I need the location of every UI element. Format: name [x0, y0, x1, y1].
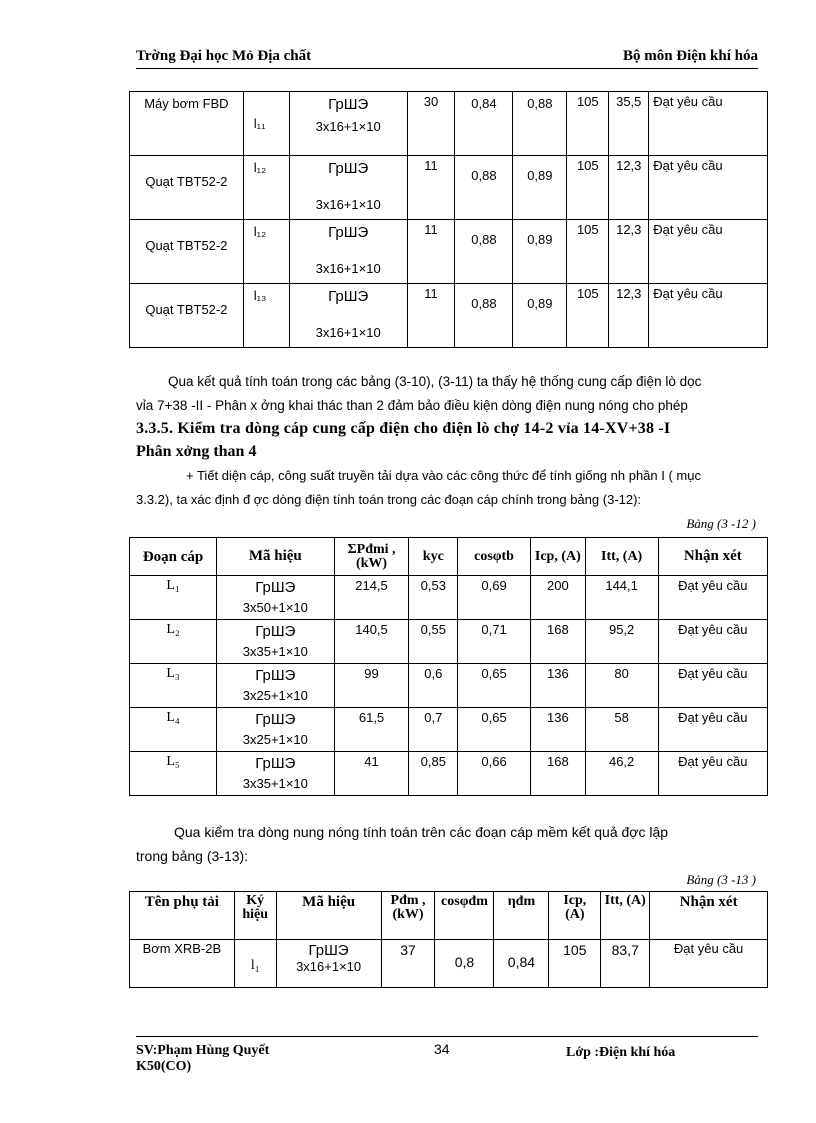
cable-type: ГрШЭ [328, 160, 369, 177]
cable-type: ГрШЭ [255, 667, 296, 684]
footer-class: K50(CO) [136, 1059, 192, 1074]
cell-itt: 95,2 [585, 620, 658, 664]
cell-code [217, 576, 334, 620]
col-header-segment: Đoạn cáp [130, 538, 217, 576]
col-header-icp: Icp, (A) [549, 892, 601, 940]
cell-icp: 105 [549, 940, 601, 988]
cell-symbol: l₁₂ [243, 156, 289, 220]
cell-kyc: 0,55 [409, 620, 458, 664]
cell-segment: L₁ [130, 576, 217, 620]
cell-load-factor: 0,88 [455, 220, 513, 284]
col-header-eta: ηđm [494, 892, 549, 940]
cable-type: ГрШЭ [255, 579, 296, 596]
table-row [130, 708, 768, 752]
col-header-code: Mã hiệu [217, 538, 334, 576]
cell-power: 140,5 [334, 620, 409, 664]
cell-code [217, 708, 334, 752]
footer-student: SV:Phạm Hùng Quyết [136, 1043, 270, 1058]
cable-section: 3x16+1×10 [315, 325, 381, 340]
cell-power: 41 [334, 752, 409, 796]
table-row [130, 664, 768, 708]
cell-symbol: l₁₃ [243, 284, 289, 348]
para3-line1: Qua kiểm tra dòng nung nóng tính toán trên các đoạn cáp mềm kết quả đợc lập [174, 824, 669, 840]
cable-section: 3x16+1×10 [315, 197, 381, 212]
col-header-note: Nhận xét [658, 538, 767, 576]
cell-cos: 0,88 [513, 92, 567, 156]
cell-power: 11 [407, 220, 455, 284]
cell-note: Đạt yêu cầu [649, 284, 768, 348]
cell-note: Đạt yêu cầu [658, 708, 767, 752]
cell-icp: 200 [531, 576, 586, 620]
table-row [130, 92, 768, 156]
para3-line2: trong bảng (3-13): [136, 848, 249, 864]
footer-class-name: Lớp :Điện khí hóa [566, 1045, 676, 1060]
cell-icp: 105 [567, 156, 609, 220]
col-header-cosdm: cosφđm [435, 892, 494, 940]
col-header-itt: Itt, (A) [585, 538, 658, 576]
header-rule [136, 68, 758, 69]
col-header-kyc: kyc [409, 538, 458, 576]
cell-power: 11 [407, 156, 455, 220]
cell-kyc: 0,7 [409, 708, 458, 752]
col-header-code: Mã hiệu [276, 892, 381, 940]
cell-cos: 0,65 [458, 708, 531, 752]
cell-load-factor: 0,88 [455, 156, 513, 220]
table-row [130, 220, 768, 284]
col-header-cos: cosφtb [458, 538, 531, 576]
col-header-power: ΣPđmi ,(kW) [334, 538, 409, 576]
cell-code [217, 752, 334, 796]
cell-cos: 0,66 [458, 752, 531, 796]
cable-type: ГрШЭ [328, 288, 369, 305]
cell-note: Đạt yêu cầu [658, 664, 767, 708]
cable-section: 3x16+1×10 [315, 119, 381, 134]
cable-section: 3x16+1×10 [296, 959, 362, 974]
cell-note: Đạt yêu cầu [658, 576, 767, 620]
cell-itt: 12,3 [609, 156, 649, 220]
cable-section: 3x25+1×10 [242, 732, 308, 747]
cable-type: ГрШЭ [328, 224, 369, 241]
cell-segment: L₂ [130, 620, 217, 664]
cable-type: ГрШЭ [328, 96, 369, 113]
cable-type: ГрШЭ [255, 755, 296, 772]
cell-load-name: Máy bơm FBD [130, 92, 244, 156]
cell-power: 99 [334, 664, 409, 708]
cell-symbol: l₁₁ [243, 92, 289, 156]
cell-cos: 0,89 [513, 156, 567, 220]
cell-note: Đạt yêu cầu [649, 92, 768, 156]
cell-note: Đạt yêu cầu [658, 752, 767, 796]
table-row [130, 620, 768, 664]
cell-note: Đạt yêu cầu [650, 940, 768, 988]
cell-itt: 12,3 [609, 220, 649, 284]
cell-name: Bơm XRB-2B [130, 940, 235, 988]
cable-section: 3x50+1×10 [242, 600, 308, 615]
cell-code [217, 664, 334, 708]
cell-itt: 58 [585, 708, 658, 752]
col-header-icp: Icp, (A) [531, 538, 586, 576]
cell-power: 11 [407, 284, 455, 348]
cable-type: ГрШЭ [255, 711, 296, 728]
col-header-itt: Itt, (A) [601, 892, 650, 940]
footer-rule [136, 1036, 758, 1037]
cell-cos: 0,71 [458, 620, 531, 664]
table-3-12 [129, 537, 768, 796]
cell-load-factor: 0,84 [455, 92, 513, 156]
table-row [130, 752, 768, 796]
cell-eta: 0,84 [494, 940, 549, 988]
cell-segment: L₅ [130, 752, 217, 796]
cell-cos: 0,89 [513, 220, 567, 284]
col-header-load-name: Tên phụ tải [130, 892, 235, 940]
cell-icp: 105 [567, 92, 609, 156]
table-caption-3-13: Bảng (3 -13 ) [686, 872, 756, 887]
cell-code [289, 156, 407, 220]
cell-note: Đạt yêu cầu [649, 220, 768, 284]
cell-cos: 0,65 [458, 664, 531, 708]
table-row [130, 940, 768, 988]
cable-section: 3x16+1×10 [315, 261, 381, 276]
para1-line1: Qua kết quả tính toán trong các bảng (3-10), (3-11) ta thấy hệ thống cung cấp điện lò dọc [168, 374, 702, 389]
cell-segment: L₃ [130, 664, 217, 708]
cell-load-name: Quạt TBT52-2 [130, 220, 244, 284]
para2-line1: + Tiết diện cáp, công suất truyền tải dựa vào các công thức để tính giống nh phần I ( mục [186, 468, 701, 483]
cell-code [217, 620, 334, 664]
cell-code [289, 92, 407, 156]
cell-p: 37 [381, 940, 435, 988]
table-3-11-continued [129, 91, 768, 348]
cell-power: 30 [407, 92, 455, 156]
cell-load-factor: 0,88 [455, 284, 513, 348]
cell-icp: 105 [567, 284, 609, 348]
page-number: 34 [434, 1041, 450, 1057]
cable-section: 3x25+1×10 [242, 688, 308, 703]
para1-line2: vỉa 7+38 -II - Phân x ởng khai thác than 2 đảm bảo điều kiện dòng điện nung nóng cho phép [136, 398, 688, 413]
cell-note: Đạt yêu cầu [658, 620, 767, 664]
cell-itt: 35,5 [609, 92, 649, 156]
cable-type: ГрШЭ [308, 942, 349, 959]
cell-itt: 12,3 [609, 284, 649, 348]
cell-kyc: 0,6 [409, 664, 458, 708]
cell-load-name: Quạt TBT52-2 [130, 284, 244, 348]
cell-cos: 0,8 [435, 940, 494, 988]
cable-type: ГрШЭ [255, 623, 296, 640]
cable-section: 3x35+1×10 [242, 776, 308, 791]
section-heading-line2: Phân xởng than 4 [136, 443, 257, 460]
cell-icp: 136 [531, 708, 586, 752]
cell-icp: 105 [567, 220, 609, 284]
table-row [130, 284, 768, 348]
cell-kyc: 0,85 [409, 752, 458, 796]
cell-kyc: 0,53 [409, 576, 458, 620]
table-caption-3-12: Bảng (3 -12 ) [686, 516, 756, 531]
cell-itt: 144,1 [585, 576, 658, 620]
col-header-note: Nhận xét [650, 892, 768, 940]
cell-power: 61,5 [334, 708, 409, 752]
cell-itt: 46,2 [585, 752, 658, 796]
cell-code [276, 940, 381, 988]
table-row [130, 156, 768, 220]
cell-symbol: l₁ [234, 940, 276, 988]
cell-code [289, 220, 407, 284]
cell-note: Đạt yêu cầu [649, 156, 768, 220]
header-school: Trờng Đại học Mỏ Địa chất [136, 48, 312, 64]
cell-power: 214,5 [334, 576, 409, 620]
section-heading-line1: 3.3.5. Kiểm tra dòng cáp cung cấp điện cho điện lò chợ 14-2 vỉa 14-XV+38 -I [136, 420, 671, 437]
header-department: Bộ môn Điện khí hóa [622, 48, 758, 64]
cell-segment: L₄ [130, 708, 217, 752]
cell-load-name: Quạt TBT52-2 [130, 156, 244, 220]
table-3-13 [129, 891, 768, 988]
table-row [130, 576, 768, 620]
col-header-symbol: Ký hiệu [234, 892, 276, 940]
cell-code [289, 284, 407, 348]
cell-cos: 0,89 [513, 284, 567, 348]
para2-line2: 3.3.2), ta xác định đ ợc dòng điện tính toán trong các đoạn cáp chính trong bảng (3-12): [136, 492, 642, 507]
cell-itt: 80 [585, 664, 658, 708]
col-header-pdm: Pđm ,(kW) [381, 892, 435, 940]
cell-itt: 83,7 [601, 940, 650, 988]
cell-icp: 168 [531, 620, 586, 664]
cell-icp: 168 [531, 752, 586, 796]
cell-symbol: l₁₂ [243, 220, 289, 284]
cell-cos: 0,69 [458, 576, 531, 620]
cable-section: 3x35+1×10 [242, 644, 308, 659]
cell-icp: 136 [531, 664, 586, 708]
